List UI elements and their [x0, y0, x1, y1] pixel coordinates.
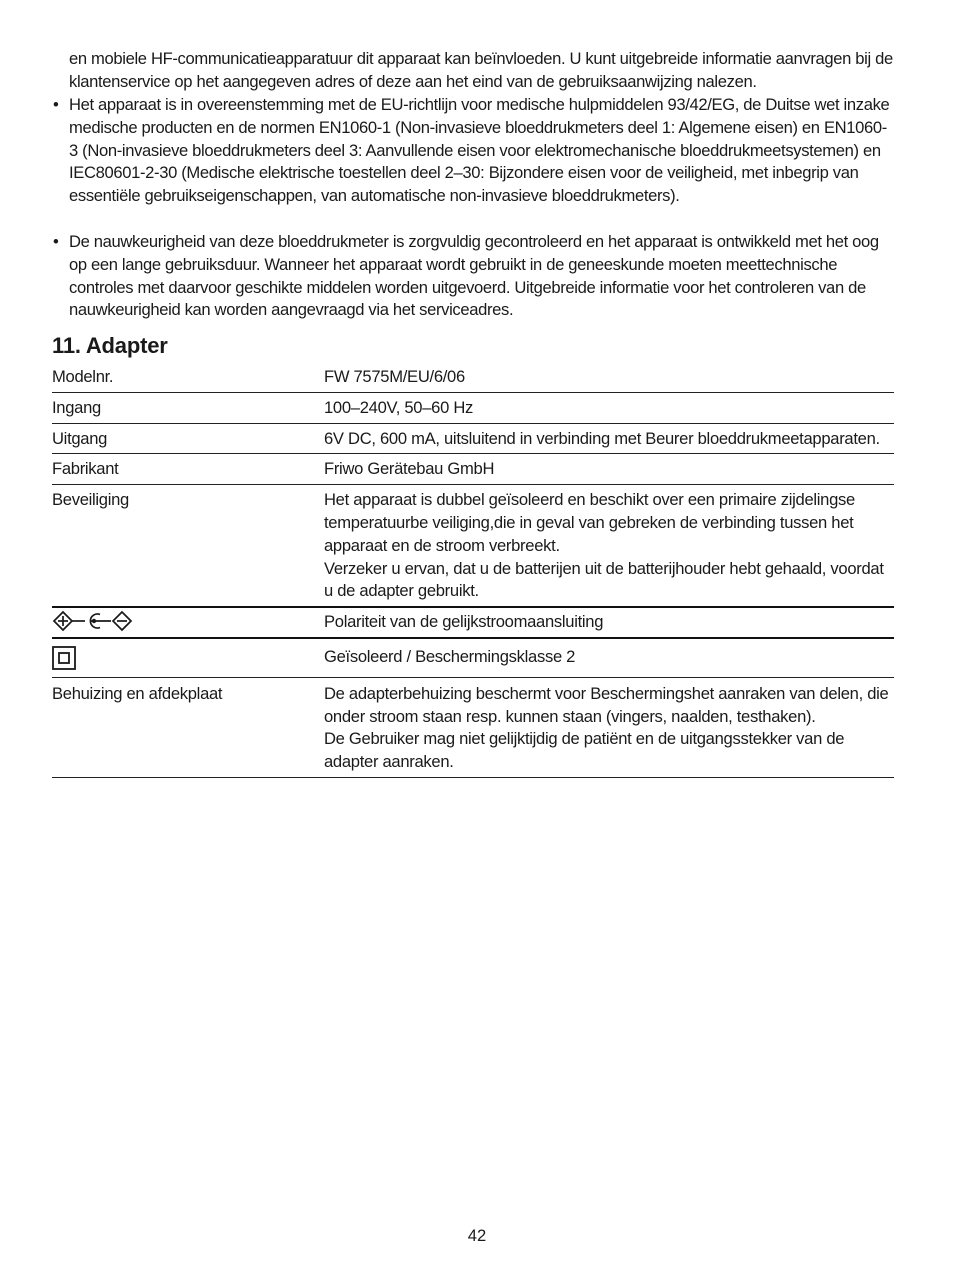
polarity-symbol-icon — [52, 610, 136, 639]
bullet-marker: • — [53, 232, 59, 251]
spec-value: 100–240V, 50–60 Hz — [324, 397, 473, 417]
bullet-text: De nauwkeurigheid van deze bloeddrukmeter is zorgvuldig gecontroleerd en het apparaat is ontwikkeld met het oog op een lange gebruiksduur. Wanneer het apparaat wordt gebruikt in de geneeskunde moeten meettechnische controles met daarvoor geschikte middelen worden uitgevoerd. Uitgebreide informatie voor het controleren van de nauwkeurigheid kan worden aangevraagd via het serviceadres. — [69, 232, 879, 320]
bullet-text: Het apparaat is in overeenstemming met de EU-richtlijn voor medische hulpmiddelen 93/42/EG, de Duitse wet inzake medische producten en de normen EN1060-1 (Non-invasieve bloeddrukmeters deel 1: Algemene eisen) en EN1060-3 (Non-invasieve bloeddrukmeters deel 3: Aanvullende eisen voor elektromechanische bloeddrukmeetsystemen) en IEC80601-2-30 (Medische elektrische toestellen deel 2–30: Bijzondere eisen voor de veiligheid, met inbegrip van essentiële gebruikseigenschappen, van automatische non-invasieve bloeddrukmeters). — [69, 95, 890, 206]
spec-value: FW 7575M/EU/6/06 — [324, 367, 465, 386]
spec-value: 6V DC, 600 mA, uitsluitend in verbinding met Beurer bloeddrukmeetapparaten. — [324, 428, 880, 448]
spec-label: Ingang — [52, 397, 101, 417]
spec-row-protection — [52, 485, 894, 608]
spec-row-insulation — [52, 639, 894, 678]
bullet-item — [53, 94, 894, 208]
spec-value-note: Verzeker u ervan, dat u de batterijen uit de batterijhouder hebt gehaald, voordat u de adapter gebruikt. — [324, 558, 884, 601]
spec-label: Modelnr. — [52, 367, 114, 386]
spec-row-manufacturer — [52, 454, 894, 485]
spec-row-housing — [52, 678, 894, 778]
spec-value: Het apparaat is dubbel geïsoleerd en beschikt over een primaire zijdelingse temperatuurbe veiliging,die in geval van gebreken de verbinding tussen het apparaat en de stroom verbreekt. — [324, 490, 855, 555]
spec-value: De adapterbehuizing beschermt voor Beschermingshet aanraken van delen, die onder stroom staan resp. kunnen staan (vingers, naalden, testhaken). — [324, 683, 889, 726]
page-number: 42 — [467, 1226, 487, 1245]
spec-value: Friwo Gerätebau GmbH — [324, 459, 495, 479]
class-2-insulation-icon — [52, 646, 76, 677]
spec-row-polarity — [52, 608, 894, 639]
spec-value: Geïsoleerd / Beschermingsklasse 2 — [324, 646, 576, 666]
bullet-marker: • — [53, 95, 59, 114]
bullet-item — [53, 231, 894, 322]
spec-label: Uitgang — [52, 428, 108, 448]
spec-label: Beveiliging — [52, 490, 129, 510]
section-heading: 11. Adapter — [52, 333, 168, 358]
spec-value: Polariteit van de gelijkstroomaansluiting — [324, 612, 604, 632]
spec-row-input — [52, 393, 894, 424]
spec-label: Behuizing en afdekplaat — [52, 683, 223, 703]
spec-value-note: De Gebruiker mag niet gelijktijdig de patiënt en de uitgangsstekker van de adapter aanraken. — [324, 729, 845, 772]
adapter-spec-table — [52, 365, 894, 778]
spec-row-model — [52, 365, 894, 393]
continuation-paragraph: en mobiele HF-communicatieapparatuur dit apparaat kan beïnvloeden. U kunt uitgebreide informatie aanvragen bij de klantenservice op het aangegeven adres of deze aan het eind van de gebruiksaanwijzing nalezen. — [69, 49, 893, 91]
spec-label: Fabrikant — [52, 459, 119, 479]
spec-row-output — [52, 424, 894, 455]
